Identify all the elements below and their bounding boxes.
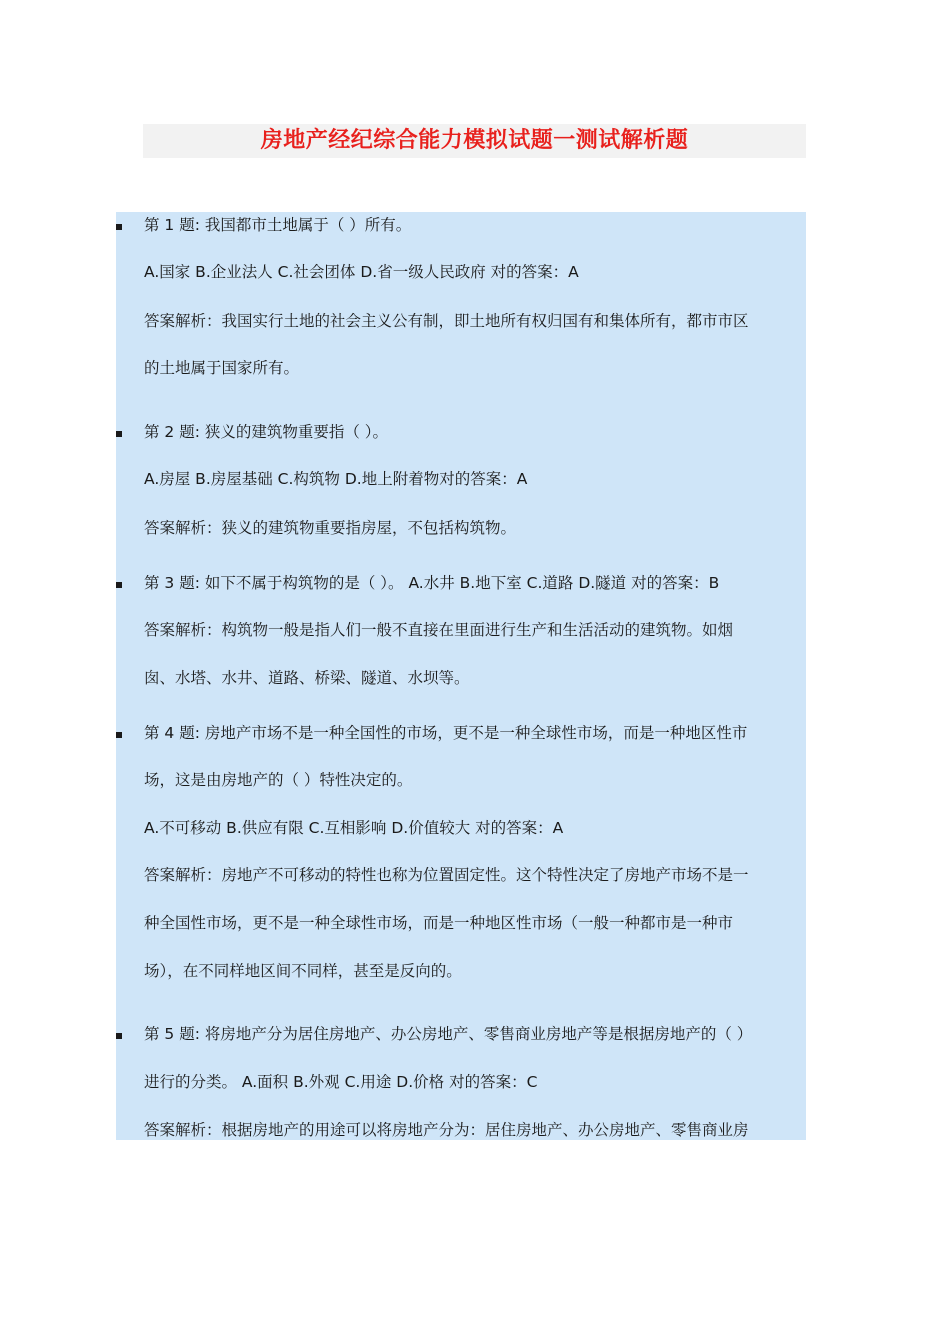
question-line: 答案解析：狭义的建筑物重要指房屋，不包括构筑物。 [144, 519, 517, 537]
question-line: 种全国性市场，更不是一种全球性市场，而是一种地区性市场（一般一种都市是一种市 [144, 914, 734, 932]
question-line: 场，这是由房地产的（ ）特性决定的。 [144, 771, 413, 789]
question-line: 囱、水塔、水井、道路、桥梁、隧道、水坝等。 [144, 669, 470, 687]
question-line: 的土地属于国家所有。 [144, 359, 300, 377]
question-line: 答案解析：房地产不可移动的特性也称为位置固定性。这个特性决定了房地产市场不是一 [144, 866, 749, 884]
question-line: 第 5 题: 将房地产分为居住房地产、办公房地产、零售商业房地产等是根据房地产的（ ） [144, 1025, 753, 1043]
document-title: 房地产经纪综合能力模拟试题一测试解析题 [260, 128, 689, 153]
question-line: 场），在不同样地区间不同样，甚至是反向的。 [144, 962, 462, 980]
question-line: 答案解析：我国实行土地的社会主义公有制，即土地所有权归国有和集体所有，都市市区 [144, 312, 749, 330]
bullet-icon [116, 1033, 122, 1039]
question-line: 第 1 题: 我国都市土地属于（ ）所有。 [144, 216, 412, 234]
question-line: A.不可移动 B.供应有限 C.互相影响 D.价值较大 对的答案：A [144, 819, 564, 837]
title-bar [143, 124, 806, 158]
question-line: A.国家 B.企业法人 C.社会团体 D.省一级人民政府 对的答案：A [144, 263, 579, 281]
question-line: A.房屋 B.房屋基础 C.构筑物 D.地上附着物对的答案：A [144, 470, 528, 488]
question-line: 答案解析：构筑物一般是指人们一般不直接在里面进行生产和生活活动的建筑物。如烟 [144, 621, 734, 639]
bullet-icon [116, 732, 122, 738]
question-line: 第 4 题: 房地产市场不是一种全国性的市场，更不是一种全球性市场，而是一种地区性市 [144, 724, 748, 742]
bullet-icon [116, 224, 122, 230]
question-line: 进行的分类。 A.面积 B.外观 C.用途 D.价格 对的答案：C [144, 1073, 538, 1091]
question-line: 第 2 题: 狭义的建筑物重要指（ ）。 [144, 423, 389, 441]
bullet-icon [116, 582, 122, 588]
question-line: 答案解析：根据房地产的用途可以将房地产分为：居住房地产、办公房地产、零售商业房 [144, 1121, 749, 1139]
question-line: 第 3 题: 如下不属于构筑物的是（ ）。 A.水井 B.地下室 C.道路 D.隧道 对的答案：B [144, 574, 720, 592]
bullet-icon [116, 431, 122, 437]
